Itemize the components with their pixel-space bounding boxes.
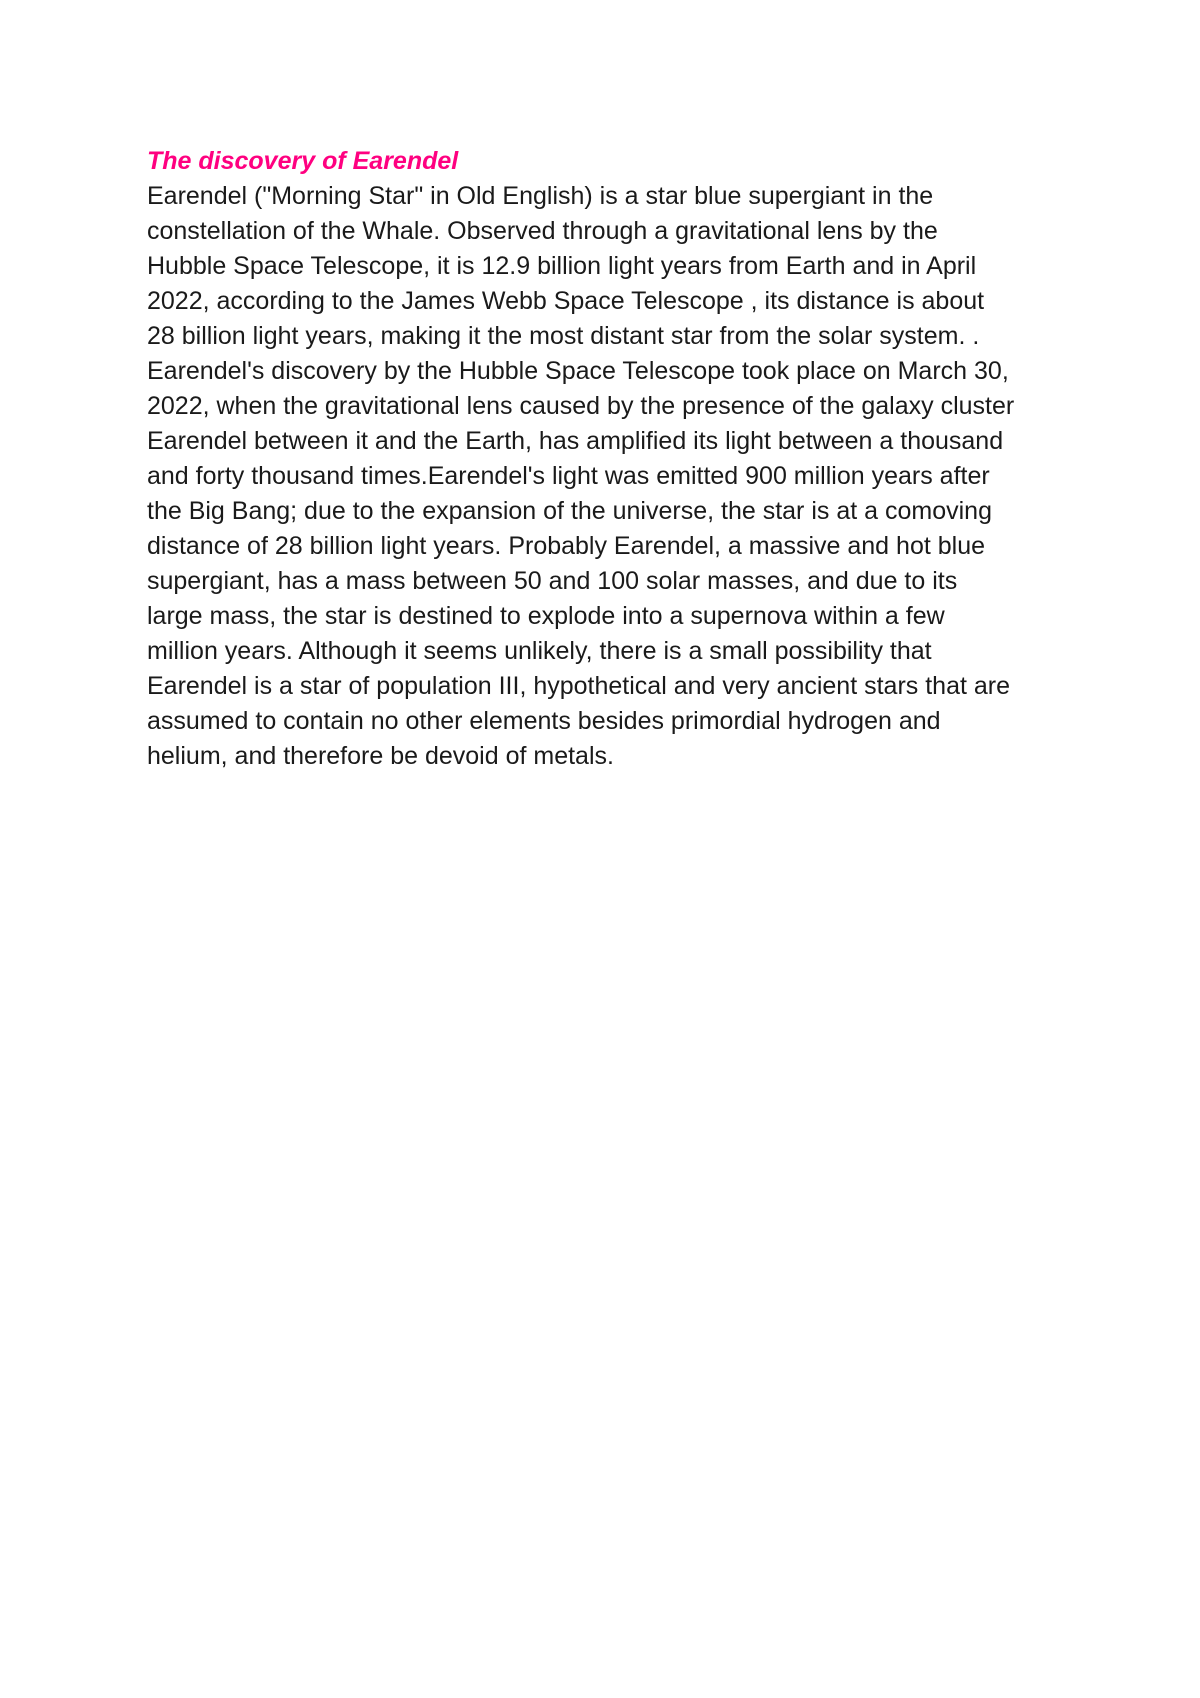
body-line: and forty thousand times.Earendel's light was emitted 900 million years after — [147, 462, 990, 490]
body-line: supergiant, has a mass between 50 and 100 solar masses, and due to its — [147, 567, 958, 595]
body-line: Earendel ("Morning Star" in Old English) is a star blue supergiant in the — [147, 182, 934, 210]
document-title: The discovery of Earendel — [147, 147, 459, 175]
body-line: Earendel between it and the Earth, has amplified its light between a thousand — [147, 427, 1004, 455]
body-line: helium, and therefore be devoid of metals. — [147, 742, 614, 770]
body-line: distance of 28 billion light years. Probably Earendel, a massive and hot blue — [147, 532, 986, 560]
body-line: 28 billion light years, making it the most distant star from the solar system. . — [147, 322, 980, 350]
body-line: the Big Bang; due to the expansion of the universe, the star is at a comoving — [147, 497, 992, 525]
body-line: assumed to contain no other elements besides primordial hydrogen and — [147, 707, 941, 735]
document-content — [147, 144, 1077, 774]
body-line: Hubble Space Telescope, it is 12.9 billion light years from Earth and in April — [147, 252, 977, 280]
document-body — [147, 179, 1077, 774]
body-line: 2022, according to the James Webb Space Telescope , its distance is about — [147, 287, 985, 315]
body-line: constellation of the Whale. Observed through a gravitational lens by the — [147, 217, 938, 245]
body-line: Earendel's discovery by the Hubble Space Telescope took place on March 30, — [147, 357, 1009, 385]
body-line: Earendel is a star of population III, hypothetical and very ancient stars that are — [147, 672, 1011, 700]
body-line: large mass, the star is destined to explode into a supernova within a few — [147, 602, 945, 630]
body-line: million years. Although it seems unlikely, there is a small possibility that — [147, 637, 932, 665]
body-line: 2022, when the gravitational lens caused by the presence of the galaxy cluster — [147, 392, 1015, 420]
